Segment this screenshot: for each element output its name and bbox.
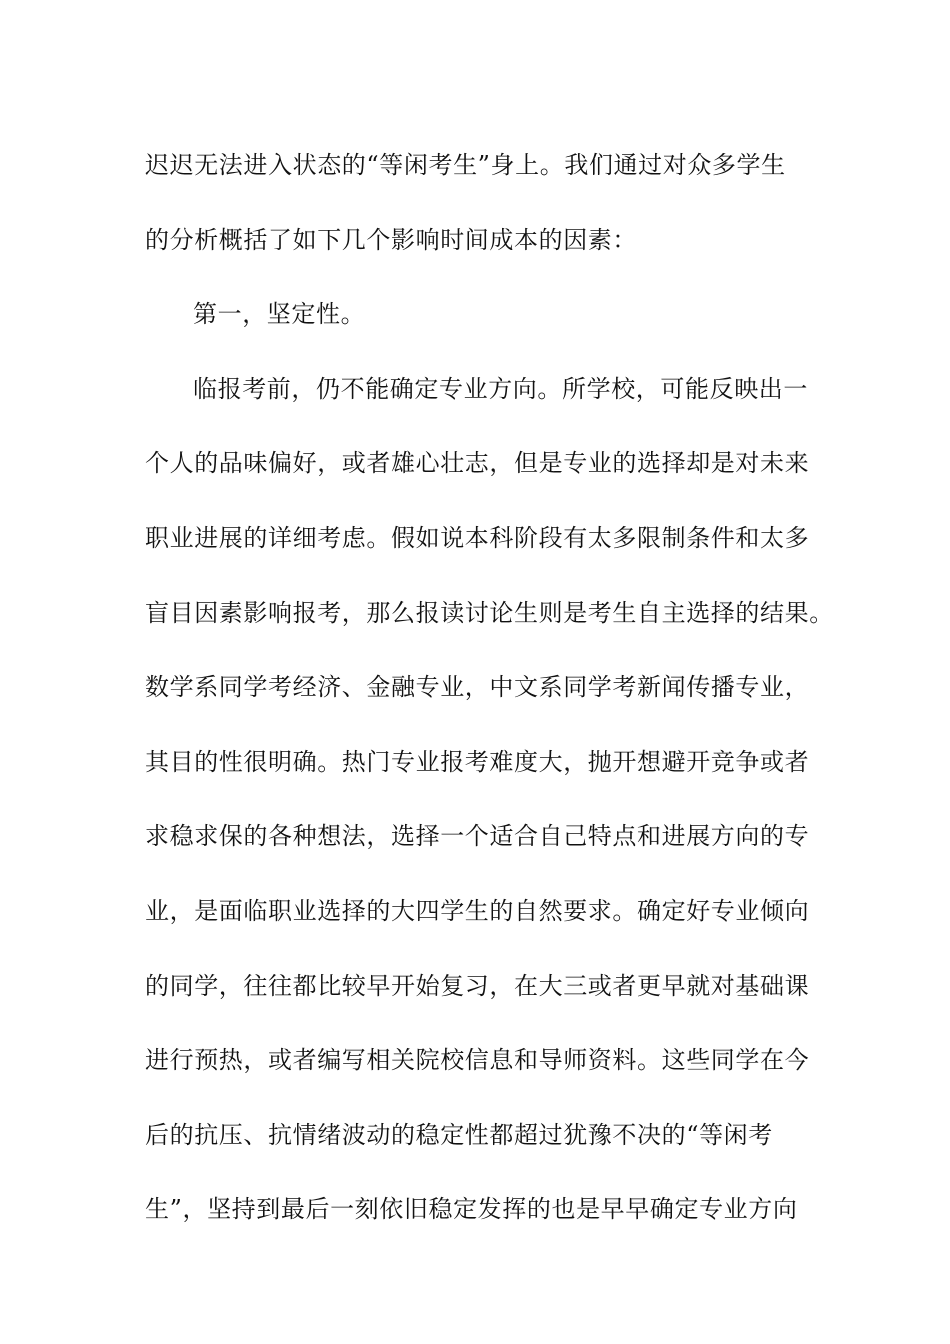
text-line: 生”，坚持到最后一刻依旧稳定发挥的也是早早确定专业方向 <box>145 1195 798 1224</box>
text-line: 业，是面临职业选择的大四学生的自然要求。确定好专业倾向 <box>145 896 810 925</box>
body-text <box>145 128 834 1247</box>
text-line: 的同学，往往都比较早开始复习，在大三或者更早就对基础课 <box>145 971 810 1000</box>
text-line: 迟迟无法进入状态的“等闲考生”身上。我们通过对众多学生 <box>145 151 786 179</box>
text-line: 职业进展的详细考虑。假如说本科阶段有太多限制条件和太多 <box>145 523 810 552</box>
text-line: 其目的性很明确。热门专业报考难度大，抛开想避开竞争或者 <box>145 747 810 776</box>
text-line: 进行预热，或者编写相关院校信息和导师资料。这些同学在今 <box>145 1046 810 1075</box>
text-line: 临报考前，仍不能确定专业方向。所学校，可能反映出一 <box>193 374 808 403</box>
text-line: 盲目因素影响报考，那么报读讨论生则是考生自主选择的结果。 <box>145 598 834 627</box>
text-line: 后的抗压、抗情绪波动的稳定性都超过犹豫不决的“等闲考 <box>145 1120 773 1149</box>
section-heading: 第一，坚定性。 <box>193 300 366 329</box>
text-line: 求稳求保的各种想法，选择一个适合自己特点和进展方向的专 <box>145 822 810 851</box>
text-line: 个人的品味偏好，或者雄心壮志，但是专业的选择却是对未来 <box>145 449 810 478</box>
text-line: 的分析概括了如下几个影响时间成本的因素： <box>145 225 637 254</box>
text-line: 数学系同学考经济、金融专业，中文系同学考新闻传播专业， <box>145 673 810 702</box>
